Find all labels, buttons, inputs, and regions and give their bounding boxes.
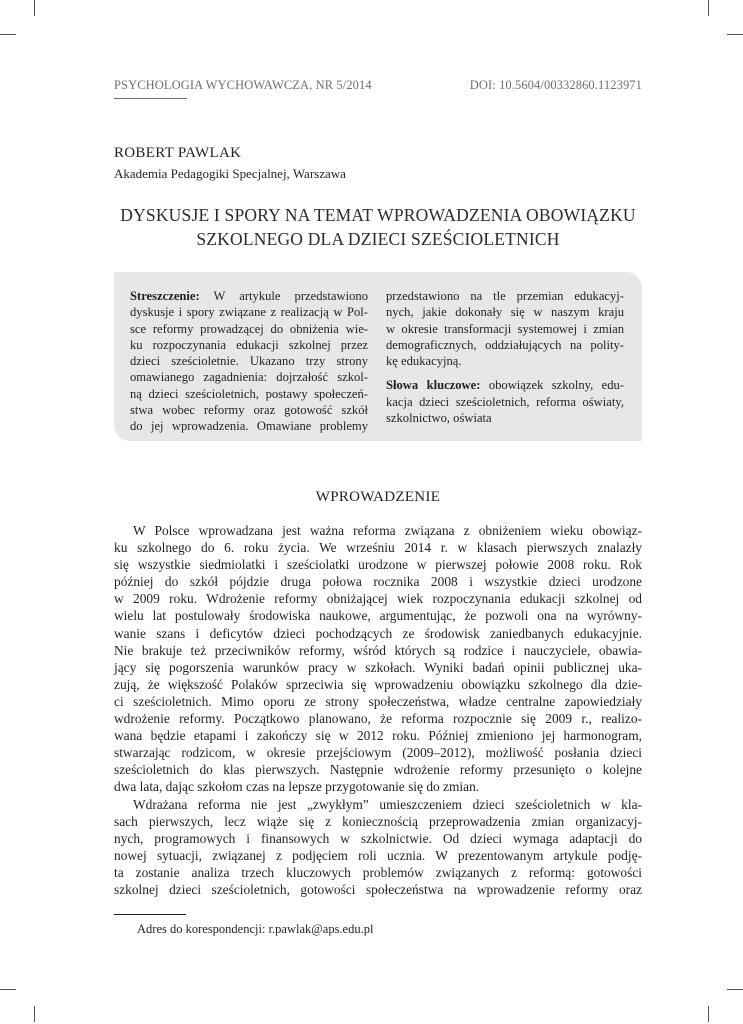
body-line: Wdrażana reforma nie jest „zwykłym” umieszczeniem dzieci sześcioletnich w kla- (133, 796, 642, 812)
footnote: Adres do korespondencji: r.pawlak@aps.edu.pl (137, 922, 374, 936)
body-line: jący się pogorszenia warunków pracy w szkołach. Wyniki badań opinii publicznej uka- (114, 659, 642, 675)
title-line: SZKOLNEGO DLA DZIECI SZEŚCIOLETNICH (196, 229, 560, 249)
abstract-line: kę edukacyjną. (386, 354, 462, 369)
body-line: ta zostanie analiza trzech kluczowych problemów związanych z reformą: gotowości (114, 864, 642, 880)
body-line: wanie szans i deficytów dzieci pochodzących ze środowisk zaniedbanych edukacyjnie. (114, 625, 642, 641)
abstract-line: ku rozpoczynania edukacji szkolnej przez (130, 337, 368, 352)
body-line: Nie brakuje też przeciwników reformy, wśród których są rodzice i nauczyciele, obawia- (114, 642, 642, 658)
body-line: ci sześcioletnich. Mimo oporu ze strony społeczeństwa, władze centralne zapowiedziały (114, 693, 642, 709)
body-line: ku szkolnego do 6. roku życia. We wrześniu 2014 r. w klasach pierwszych znalazły (114, 540, 642, 556)
abstract-right-column (386, 288, 624, 426)
abstract-line: nych, jakie dokonały się w naszym kraju (386, 305, 624, 320)
abstract-line: do jej wprowadzenia. Omawiane problemy (130, 419, 368, 434)
abstract-line: omawianego zagadnienia: dojrzałość szkol- (130, 370, 368, 385)
body-line: sześcioletnich do klas pierwszych. Następnie wdrożenie reformy przesunięto o kolejne (114, 762, 642, 778)
body-line: wielu lat postulowały środowiska naukowe, argumentując, że pozwoli ona na wyrówny- (114, 608, 642, 624)
abstract-line: ną dzieci sześcioletnich, postawy społeczeń- (130, 386, 368, 401)
abstract-line: w okresie transformacji systemowej i zmian (386, 321, 624, 336)
crop-mark (727, 989, 743, 990)
title-line: DYSKUSJE I SPORY NA TEMAT WPROWADZENIA OBOWIĄZKU (120, 205, 636, 225)
author-affiliation: Akademia Pedagogiki Specjalnej, Warszawa (114, 166, 346, 181)
body-line: wana będzie etapami i zakończy się w 2012 roku. Później zmieniono jej harmonogram, (114, 728, 642, 744)
section-heading: WPROWADZENIE (315, 489, 441, 505)
body-line: zują, że większość Polaków sprzeciwia się wprowadzeniu obowiązku szkolnego dla dzie- (114, 676, 642, 692)
journal-name: PSYCHOLOGIA WYCHOWAWCZA, NR 5/2014 (114, 78, 372, 92)
body-line: szkolnej dzieci sześcioletnich, gotowości społeczeństwa na wprowadzenie reformy oraz (114, 881, 642, 897)
body-line: dwa lata, dając szkołom czas na lepsze przygotowanie się do zmian. (114, 779, 480, 795)
crop-mark (708, 1006, 709, 1022)
doi: DOI: 10.5604/00332860.1123971 (469, 78, 642, 92)
body-line: w 2009 roku. Wdrożenie reformy obniżającej wiek rozpoczynania edukacji szkolnej od (114, 591, 642, 607)
crop-mark (0, 989, 16, 990)
running-header (114, 78, 642, 100)
crop-mark (708, 0, 709, 16)
body-line: nowej sytuacji, związanej z podjęciem roli ucznia. W prezentowanym artykule podję- (114, 847, 642, 863)
abstract-line: sce reformy prowadzącej do obniżenia wie- (130, 321, 368, 336)
body-line: sach pierwszych, lecz wiąże się z koniecznością przeprowadzenia zmian organizacyj- (114, 813, 642, 829)
header-rule (114, 98, 187, 99)
body-text (114, 522, 642, 898)
keywords-line: kacja dzieci sześcioletnich, reforma oświaty, (386, 394, 624, 409)
body-line: nych, programowych i finansowych w szkolnictwie. Od dzieci wymaga adaptacji do (114, 830, 642, 846)
abstract-line: demograficznych, oddziałujących na polity- (386, 337, 624, 352)
crop-mark (727, 34, 743, 35)
abstract-label: Streszczenie: (130, 289, 200, 303)
crop-mark (34, 0, 35, 16)
article-title (114, 203, 642, 251)
body-line: się wszystkie siedmiolatki i sześciolatki urodzone w pierwszej połowie 2008 roku. Rok (114, 557, 642, 573)
body-line: później do szkół pójdzie druga połowa rocznika 2008 i wszystkie dzieci urodzone (114, 574, 642, 590)
abstract-line: dyskusje i spory związane z realizacją w Pol- (130, 305, 368, 320)
keywords-line: szkolnictwo, oświata (386, 411, 492, 426)
body-line: stwarzając rodzicom, w okresie przejściowym (2009–2012), możliwość posłania dzieci (114, 745, 642, 761)
body-line: wdrożenie reformy. Początkowo planowano, że reforma rozpocznie się 2009 r., realizo- (114, 711, 642, 727)
keywords-line: Słowa kluczowe: obowiązek szkolny, edu- (386, 378, 624, 393)
footnote-rule (114, 914, 186, 915)
abstract-box (114, 272, 642, 441)
keywords-label: Słowa kluczowe: (386, 378, 481, 393)
author-name: ROBERT PAWLAK (114, 145, 242, 161)
abstract-line: przedstawiono na tle przemian edukacyj- (386, 289, 624, 303)
abstract-line: Streszczenie: W artykule przedstawiono (130, 289, 368, 303)
abstract-left-column (130, 288, 368, 435)
crop-mark (0, 34, 16, 35)
abstract-line: stwa wobec reformy oraz gotowość szkół (130, 403, 368, 418)
abstract-line: dzieci sześcioletnie. Ukazano trzy strony (130, 354, 368, 369)
body-line: W Polsce wprowadzana jest ważna reforma związana z obniżeniem wieku obowiąz- (133, 523, 642, 538)
crop-mark (34, 1006, 35, 1022)
